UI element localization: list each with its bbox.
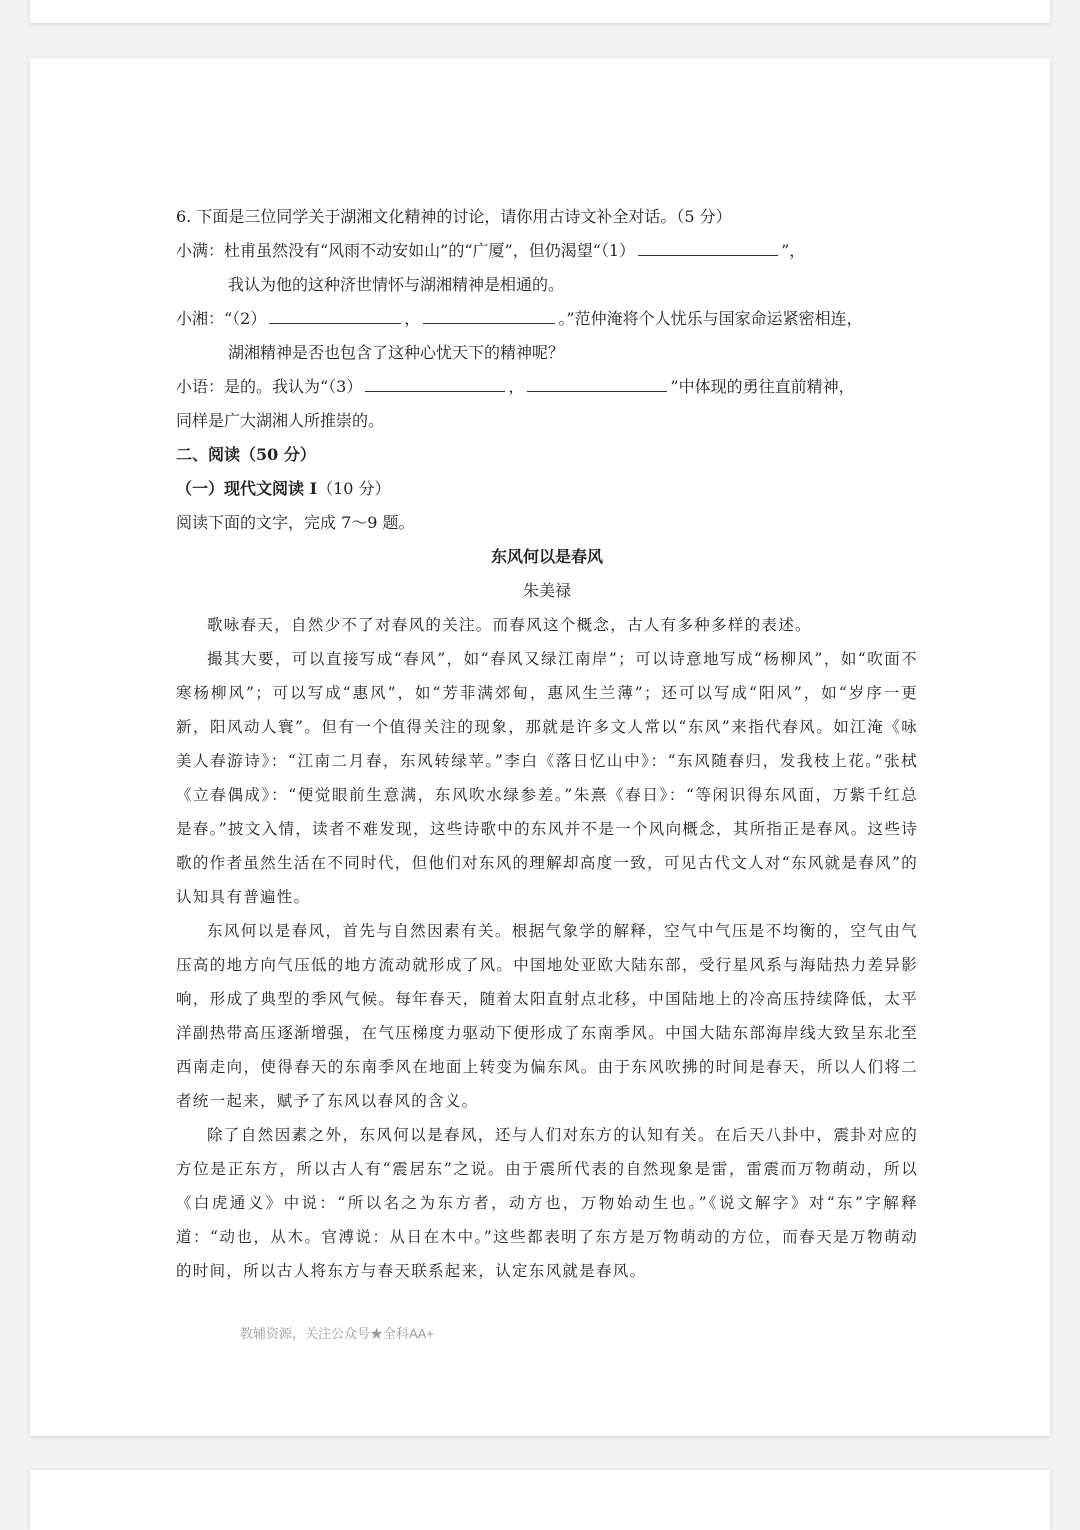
- comma: ，: [404, 309, 421, 328]
- sub-heading-score: （10 分）: [317, 479, 391, 498]
- dialogue-xiaoman: [176, 234, 918, 268]
- sub-section-heading: [176, 472, 918, 506]
- dialogue-text: ”中体现的勇往直前精神，: [670, 377, 855, 396]
- dialogue-xiaoyu: [176, 370, 918, 404]
- document-page: [30, 58, 1050, 1436]
- comma: ，: [508, 377, 525, 396]
- dialogue-text: 。”范仲淹将个人忧乐与国家命运紧密相连，: [558, 309, 863, 328]
- dialogue-xiaoyu-cont: 同样是广大湖湘人所推崇的。: [176, 411, 385, 430]
- dialogue-text: 小满：杜甫虽然没有“风雨不动安如山”的“广厦”，但仍渴望“（1）: [176, 241, 636, 260]
- dialogue-text: 小语：是的。我认为“（3）: [176, 377, 363, 396]
- answer-blank-2a[interactable]: [269, 305, 401, 324]
- article-paragraph: 除了自然因素之外，东风何以是春风，还与人们对东方的认知有关。在后天八卦中，震卦对应的方位是正东方，所以古人有“震居东”之说。由于震所代表的自然现象是雷，雷震而万物萌动，所以《白虎通义》中说：“所以名之为东方者，动方也，万物始动生也。”《说文解字》对“东”字解释道：“动也，从木。官溥说：从日在木中。”这些都表明了东方是万物萌动的方位，而春天是万物萌动的时间，所以古人将东方与春天联系起来，认定东风就是春风。: [176, 1126, 918, 1280]
- question-6-stem: 6. 下面是三位同学关于湖湘文化精神的讨论，请你用古诗文补全对话。（5 分）: [176, 207, 732, 226]
- dialogue-xiaoxiang-cont: 湖湘精神是否也包含了这种心忧天下的精神呢？: [228, 343, 565, 362]
- answer-blank-1[interactable]: [638, 237, 778, 256]
- sub-heading-title: （一）现代文阅读 I: [176, 479, 318, 498]
- article-title: 东风何以是春风: [490, 547, 603, 566]
- page-content: [176, 200, 918, 1288]
- answer-blank-2b[interactable]: [423, 305, 555, 324]
- dialogue-xiaoman-cont: 我认为他的这种济世情怀与湖湘精神是相通的。: [228, 275, 565, 294]
- previous-page-sheet: [30, 0, 1050, 23]
- dialogue-xiaoxiang: [176, 302, 918, 336]
- reading-instruction: 阅读下面的文字，完成 7～9 题。: [176, 513, 415, 532]
- article-author: 朱美禄: [522, 581, 571, 600]
- dialogue-text: ”，: [781, 241, 806, 260]
- watermark: 教辅资源，关注公众号★全科AA+: [240, 1326, 434, 1341]
- answer-blank-3a[interactable]: [365, 373, 505, 392]
- next-page-sheet: [30, 1470, 1050, 1530]
- article-paragraph: 东风何以是春风，首先与自然因素有关。根据气象学的解释，空气中气压是不均衡的，空气由气压高的地方向气压低的地方流动就形成了风。中国地处亚欧大陆东部，受行星风系与海陆热力差异影响，形成了典型的季风气候。每年春天，随着太阳直射点北移，中国陆地上的冷高压持续降低，太平洋副热带高压逐渐增强，在气压梯度力驱动下便形成了东南季风。中国大陆东部海岸线大致呈东北至西南走向，使得春天的东南季风在地面上转变为偏东风。由于东风吹拂的时间是春天，所以人们将二者统一起来，赋予了东风以春风的含义。: [176, 922, 918, 1110]
- dialogue-text: 小湘：“（2）: [176, 309, 267, 328]
- section-heading: 二、阅读（50 分）: [176, 445, 316, 464]
- article-paragraph: 撮其大要，可以直接写成“春风”，如“春风又绿江南岸”；可以诗意地写成“杨柳风”，如“吹面不寒杨柳风”；可以写成“惠风”，如“芳菲满郊甸，惠风生兰薄”；还可以写成“阳风”，如“岁序一更新，阳风动人寰”。但有一个值得关注的现象，那就是许多文人常以“东风”来指代春风。如江淹《咏美人春游诗》：“江南二月春，东风转绿苹。”李白《落日忆山中》：“东风随春归，发我枝上花。”张栻《立春偶成》：“便觉眼前生意满，东风吹水绿参差。”朱熹《春日》：“等闲识得东风面，万紫千红总是春。”披文入情，读者不难发现，这些诗歌中的东风并不是一个风向概念，其所指正是春风。这些诗歌的作者虽然生活在不同时代，但他们对东风的理解却高度一致，可见古代文人对“东风就是春风”的认知具有普遍性。: [176, 650, 918, 906]
- answer-blank-3b[interactable]: [527, 373, 667, 392]
- article-paragraph: 歌咏春天，自然少不了对春风的关注。而春风这个概念，古人有多种多样的表述。: [207, 616, 812, 634]
